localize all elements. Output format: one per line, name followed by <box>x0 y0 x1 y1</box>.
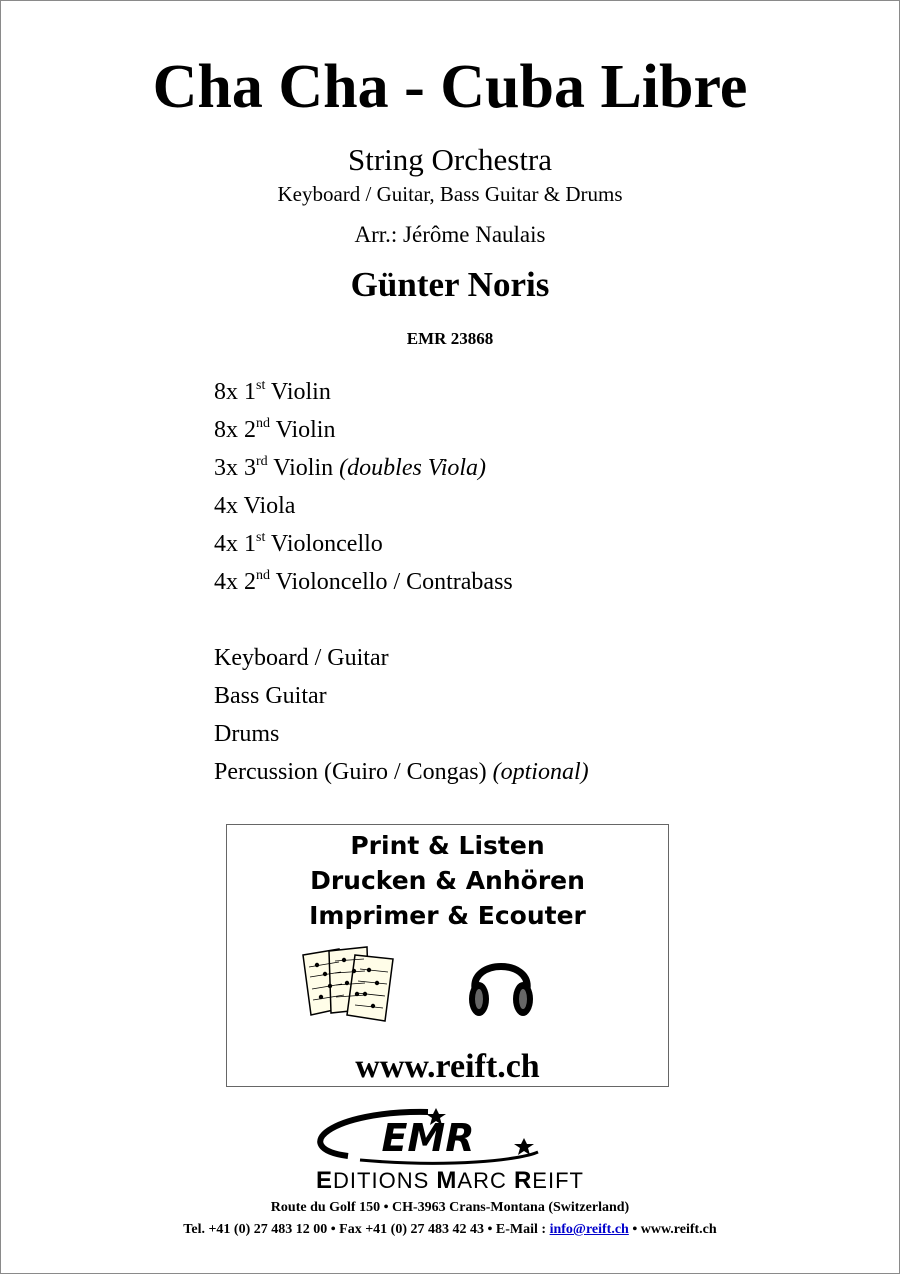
logo-text: EMR <box>381 1116 475 1160</box>
email-link[interactable]: info@reift.ch <box>549 1222 629 1237</box>
arranger-label: Arr.: Jérôme Naulais <box>354 222 546 247</box>
promo-line-en: Print & Listen <box>350 831 545 860</box>
sheet-music-icon <box>299 945 411 1025</box>
publisher-contact: Tel. +41 (0) 27 483 12 00 • Fax +41 (0) 27 483 42 43 • E-Mail : info@reift.ch • www.reift.ch <box>183 1222 717 1237</box>
publisher-name: EDITIONS MARC REIFT <box>316 1167 584 1194</box>
instrument-line: 8x 1st Violin <box>214 378 331 405</box>
promo-line-de: Drucken & Anhören <box>310 866 585 895</box>
publisher-address: Route du Golf 150 • CH-3963 Crans-Montana (Switzerland) <box>270 1200 630 1215</box>
instrument-line: Percussion (Guiro / Congas) (optional) <box>214 759 589 785</box>
emr-logo <box>300 1108 560 1168</box>
print-listen-box <box>226 824 669 1087</box>
instrument-line: Drums <box>214 721 280 747</box>
instrument-line: 3x 3rd Violin (doubles Viola) <box>214 454 487 481</box>
instrument-line: 4x 1st Violoncello <box>214 530 383 557</box>
ensemble-label: String Orchestra <box>347 142 553 177</box>
promo-url[interactable]: www.reift.ch <box>355 1048 540 1085</box>
instrument-line: Keyboard / Guitar <box>214 645 389 671</box>
extra-instruments-label: Keyboard / Guitar, Bass Guitar & Drums <box>277 182 623 206</box>
instrument-line: Bass Guitar <box>214 683 327 709</box>
promo-line-fr: Imprimer & Ecouter <box>309 901 586 930</box>
composer-name: Günter Noris <box>350 265 550 304</box>
page-title: Cha Cha - Cuba Libre <box>152 53 748 121</box>
catalog-number: EMR 23868 <box>406 329 494 348</box>
instrument-line: 4x Viola <box>214 493 296 519</box>
instrument-line: 8x 2nd Violin <box>214 416 336 443</box>
instrument-line: 4x 2nd Violoncello / Contrabass <box>214 568 513 595</box>
headphones-icon <box>465 943 537 1025</box>
